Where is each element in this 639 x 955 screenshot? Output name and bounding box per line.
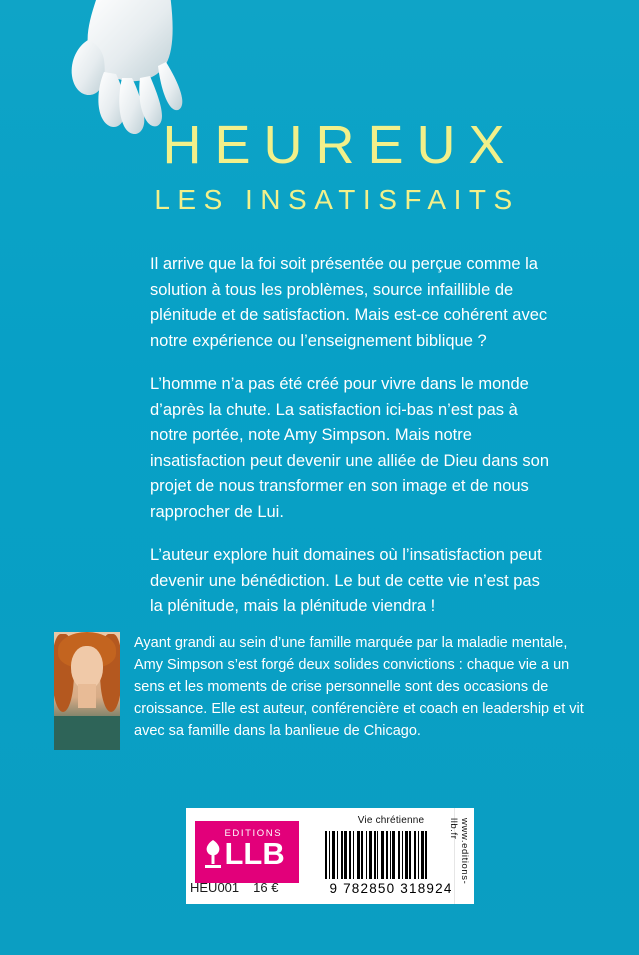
publisher-logo (195, 821, 299, 883)
publisher-logo-name: LLB (224, 836, 285, 871)
book-price: 16 € (253, 880, 279, 895)
copy-paragraph-2: L’homme n’a pas été créé pour vivre dans le monde d’après la chute. La satisfaction ici-bas n’est pas à notre portée, note Amy Simpson. Mais notre insatisfaction peut devenir une alliée de Dieu dans son projet de nous transformer en son image et de nous rapprocher de Lui. (150, 375, 550, 521)
author-block (54, 632, 584, 750)
book-title: HEUREUX (162, 115, 518, 175)
copy-paragraph-3: L’auteur explore huit domaines où l’insatisfaction peut devenir une bénédiction. Le but de cette vie n’est pas la plénitude, mais la plénitude viendra ! (150, 546, 542, 615)
copy-paragraph-1: Il arrive que la foi soit présentée ou perçue comme la solution à tous les problèmes, source infaillible de plénitude et de satisfaction. Mais est-ce cohérent avec notre expérience ou l’enseignement biblique ? (150, 255, 548, 350)
spine-edge (448, 808, 474, 904)
category-label: Vie chrétienne (357, 815, 425, 826)
publisher-logo-editions-text: EDITIONS (224, 828, 283, 839)
publisher-website: www.editions-llb.fr (448, 818, 470, 885)
author-photo (54, 632, 120, 750)
back-cover-copy (150, 252, 550, 620)
barcode-graphic (325, 831, 457, 879)
author-bio: Ayant grandi au sein d’une famille marquée par la maladie mentale, Amy Simpson s’est forgé deux solides convictions : chaque vie a un sens et les moments de crise personnelle sont des occasions de croissance. Elle est auteur, conférencière et coach en leadership et vit avec sa famille dans la banlieue de Chicago. (134, 635, 584, 739)
neck-shape (78, 684, 96, 708)
book-reference: HEU001 (190, 880, 240, 895)
cover-title-block (0, 115, 639, 215)
clothing-shape (54, 716, 120, 750)
price-row (190, 880, 320, 895)
lamp-icon (202, 838, 224, 872)
barcode-cell (308, 808, 474, 904)
isbn-number: 9 782850 318924 (329, 881, 453, 896)
book-subtitle: LES INSATISFAITS (154, 184, 520, 215)
